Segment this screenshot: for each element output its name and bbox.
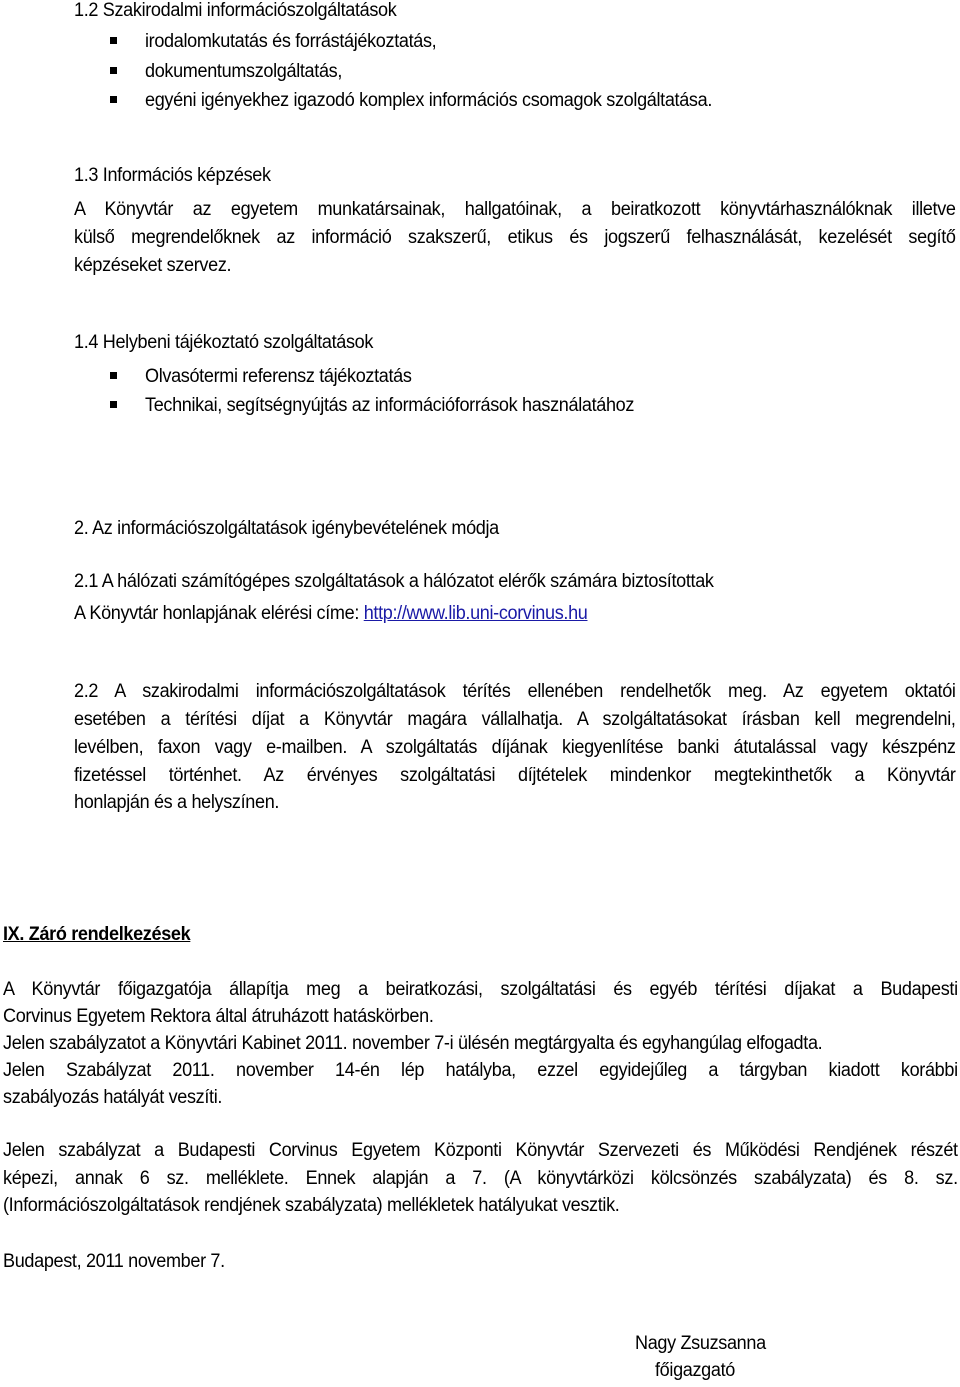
closing-heading: IX. Záró rendelkezések <box>3 924 191 945</box>
paragraph-line: esetében a térítési díjat a Könyvtár magára vállalhatja. A szolgáltatásokat írásban kell megrendelni, <box>74 709 956 730</box>
list-item: Olvasótermi referensz tájékoztatás <box>145 366 412 387</box>
homepage-line <box>74 602 588 626</box>
homepage-label: A Könyvtár honlapjának elérési címe: <box>74 603 360 624</box>
list-item: egyéni igényekhez igazodó komplex információs csomagok szolgáltatása. <box>145 90 713 111</box>
signature-name: Nagy Zsuzsanna <box>635 1333 766 1354</box>
paragraph-line: képzéseket szervez. <box>74 255 232 276</box>
signature-title: főigazgató <box>655 1360 735 1381</box>
bullet-icon <box>110 372 117 379</box>
bullet-icon <box>110 67 117 74</box>
paragraph-line: Jelen szabályzat a Budapesti Corvinus Egyetem Központi Könyvtár Szervezeti és Működési Rendjének részét <box>3 1140 958 1161</box>
paragraph-line: 2.2 A szakirodalmi információszolgáltatások térítés ellenében rendelhetők meg. Az egyetem oktatói <box>74 681 956 702</box>
section-1-2-heading: 1.2 Szakirodalmi információszolgáltatások <box>74 0 397 21</box>
list-item: irodalomkutatás és forrástájékoztatás, <box>145 31 437 52</box>
bullet-icon <box>110 37 117 44</box>
paragraph-line: szabályozás hatályát veszíti. <box>3 1087 223 1108</box>
bullet-icon <box>110 96 117 103</box>
bullet-icon <box>110 401 117 408</box>
homepage-link[interactable]: http://www.lib.uni-corvinus.hu <box>363 603 588 624</box>
paragraph-line: képezi, annak 6 sz. melléklete. Ennek alapján a 7. (A könyvtárközi kölcsönzés szabályzata) és 8. sz. <box>3 1168 958 1189</box>
section-2-1-heading: 2.1 A hálózati számítógépes szolgáltatások a hálózatot elérők számára biztosítottak <box>74 571 714 592</box>
section-1-3-heading: 1.3 Információs képzések <box>74 165 271 186</box>
section-2-heading: 2. Az információszolgáltatások igénybevételének módja <box>74 518 499 539</box>
paragraph-line: Corvinus Egyetem Rektora által átruházott hatáskörben. <box>3 1006 434 1027</box>
list-item: Technikai, segítségnyújtás az információforrások használatához <box>145 395 635 416</box>
paragraph-line: Jelen szabályzatot a Könyvtári Kabinet 2011. november 7-i ülésén megtárgyalta és egyhangúlag elfogadta. <box>3 1033 823 1054</box>
paragraph-line: A Könyvtár az egyetem munkatársainak, hallgatóinak, a beiratkozott könyvtárhasználóknak illetve <box>74 199 956 220</box>
paragraph-line: honlapján és a helyszínen. <box>74 792 280 813</box>
paragraph-line: levélben, faxon vagy e-mailben. A szolgáltatás díjának kiegyenlítése banki átutalással vagy készpénz <box>74 737 956 758</box>
list-item: dokumentumszolgáltatás, <box>145 61 343 82</box>
paragraph-line: A Könyvtár főigazgatója állapítja meg a beiratkozási, szolgáltatási és egyéb térítési díjakat a Budapesti <box>3 979 958 1000</box>
paragraph-line: Jelen Szabályzat 2011. november 14-én lép hatályba, ezzel egyidejűleg a tárgyban kiadott korábbi <box>3 1060 958 1081</box>
paragraph-line: (Információszolgáltatások rendjének szabályzata) mellékletek hatályukat vesztik. <box>3 1195 620 1216</box>
paragraph-line: külső megrendelőknek az információ szakszerű, etikus és jogszerű felhasználását, kezelését segítő <box>74 227 956 248</box>
section-1-4-heading: 1.4 Helybeni tájékoztató szolgáltatások <box>74 332 374 353</box>
paragraph-line: fizetéssel történhet. Az érvényes szolgáltatási díjtételek mindenkor megtekinthetők a Könyvtár <box>74 765 956 786</box>
place-date: Budapest, 2011 november 7. <box>3 1251 225 1272</box>
